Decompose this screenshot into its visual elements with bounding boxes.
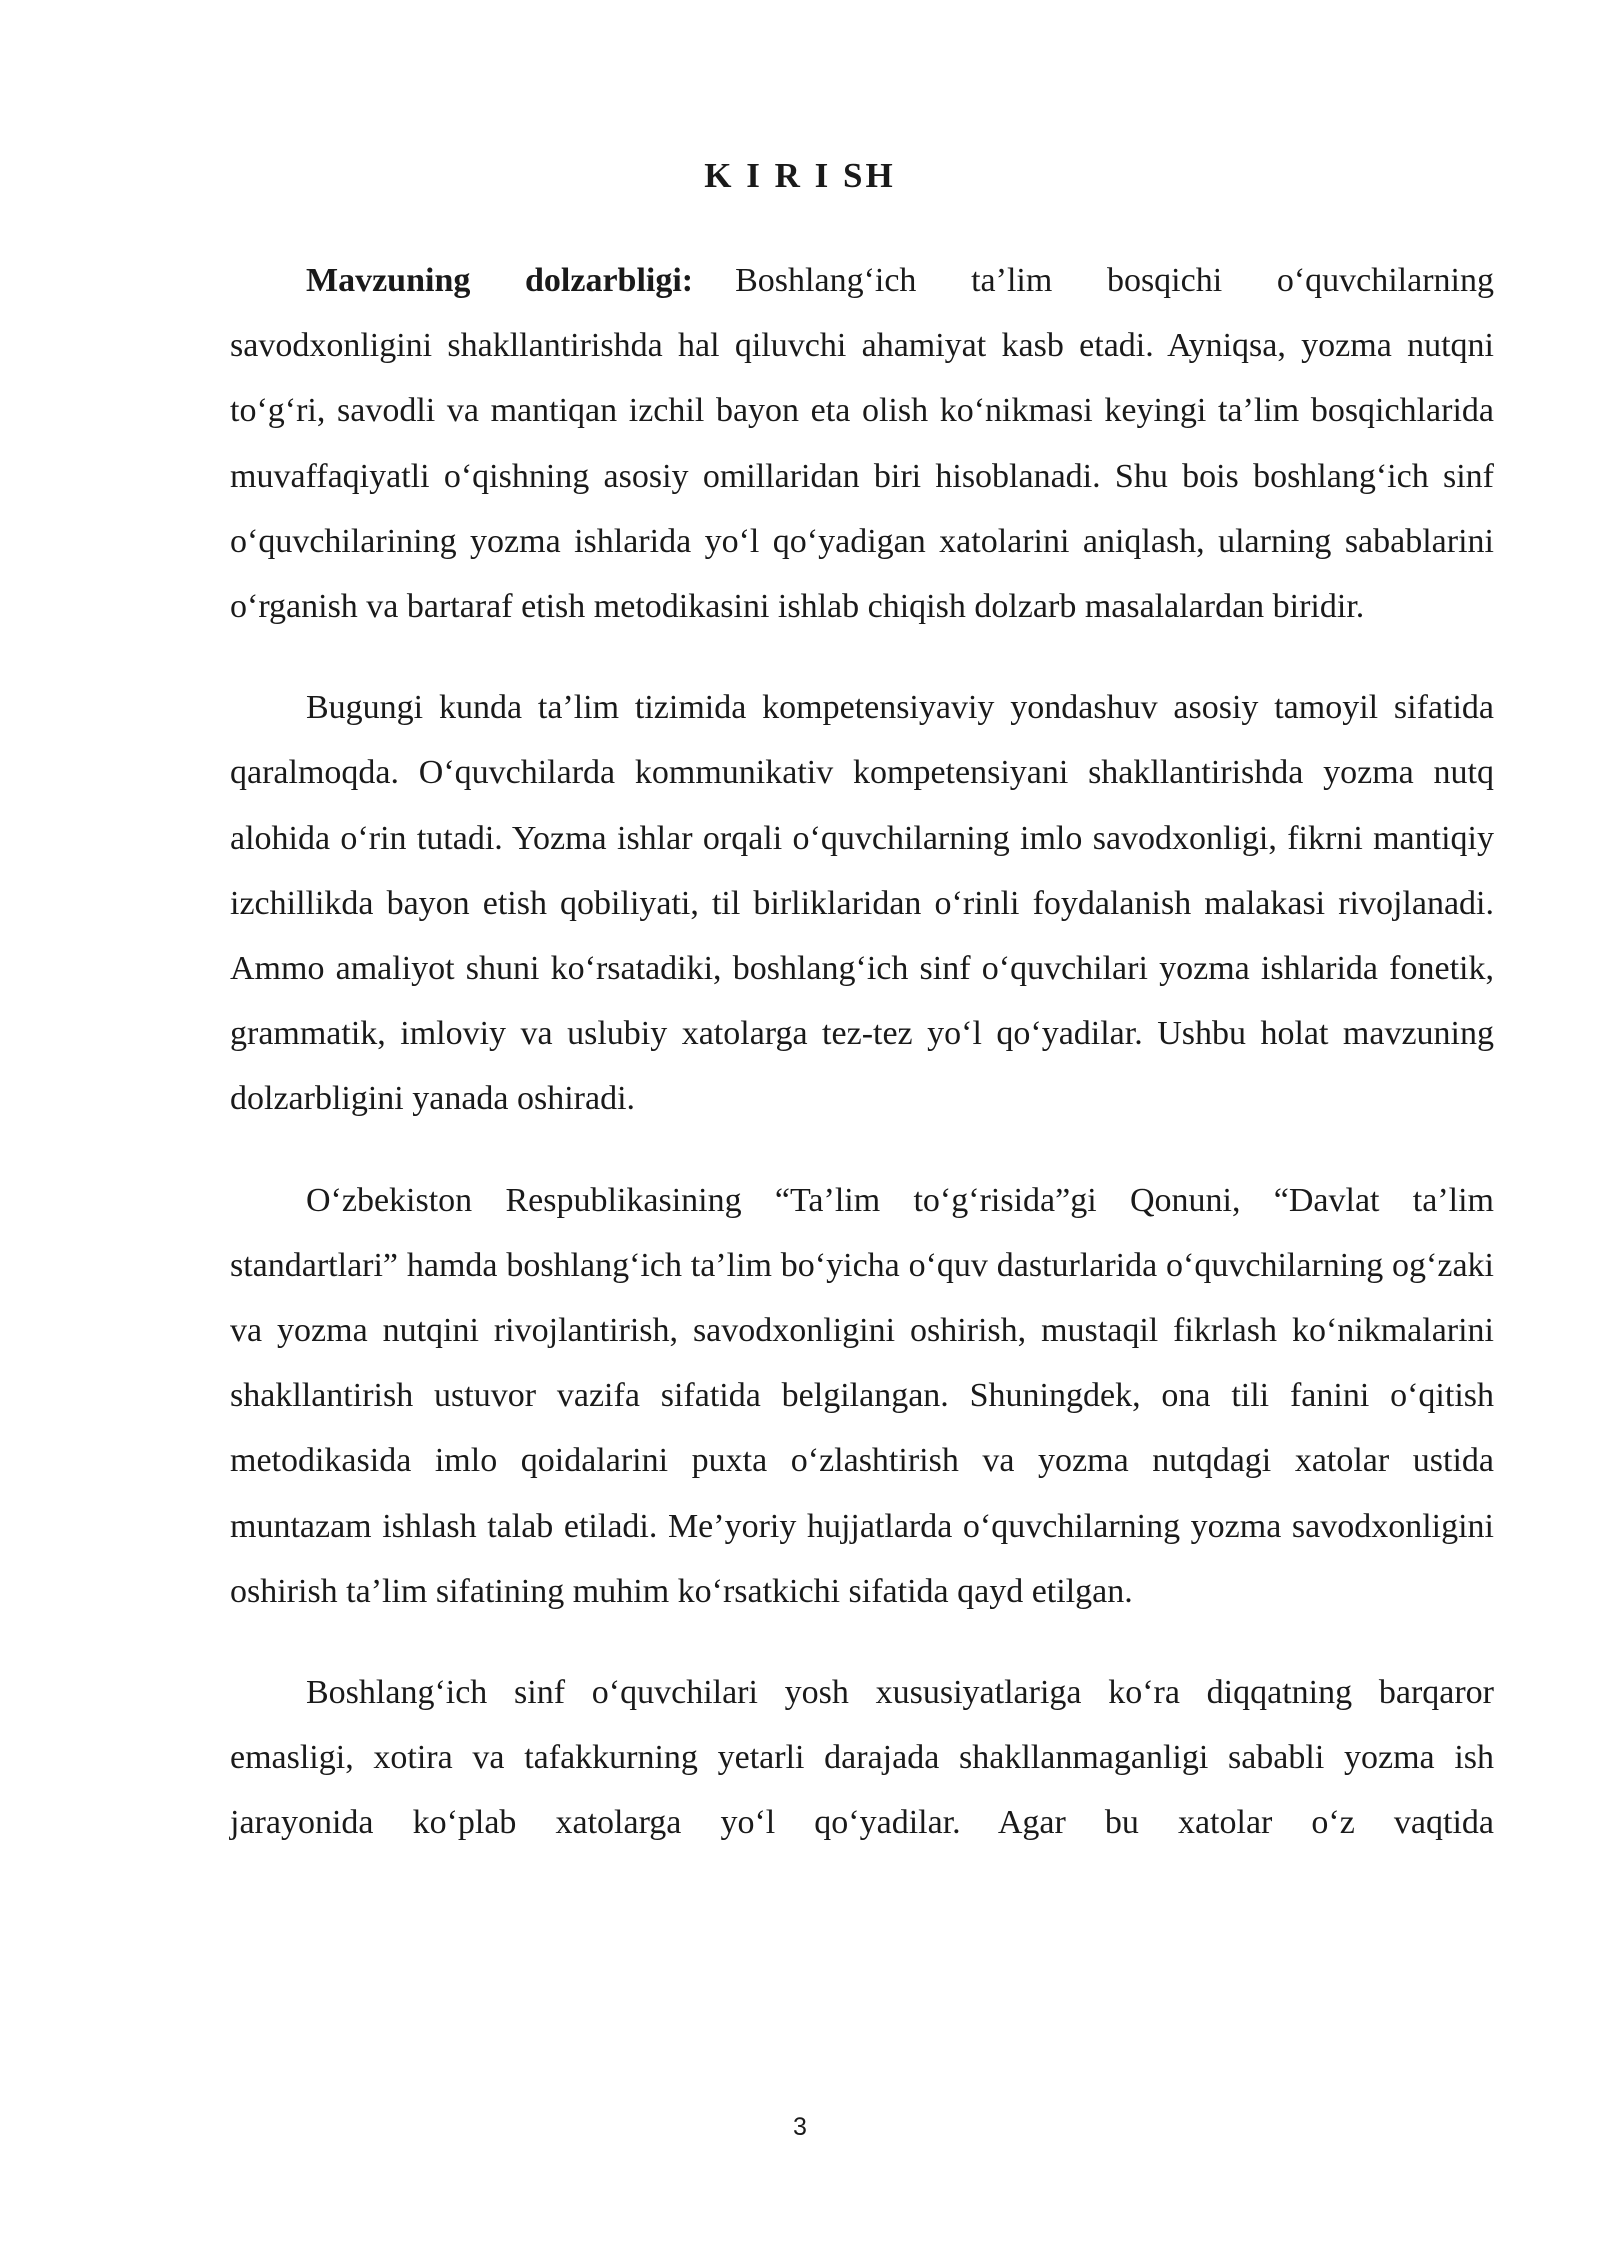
document-body: [230, 248, 1494, 1856]
paragraph-competency: [230, 675, 1494, 1131]
page-number: 3: [793, 2113, 807, 2141]
section-title: K I R I SH: [704, 156, 896, 195]
paragraph-age-features: [230, 1660, 1494, 1856]
paragraph-text: Boshlang‘ich ta’lim bosqichi o‘quvchilarning savodxonligini shakllantirishda hal qiluvchi ahamiyat kasb etadi. Ayniqsa, yozma nutqni to‘g‘ri, savodli va mantiqan izchil bayon eta olish ko‘nikmasi keyingi ta’lim bosqichlarida muvaffaqiyatli o‘qishning asosiy omillaridan biri hisoblanadi. Shu bois boshlang‘ich sinf o‘quvchilarining yozma ishlarida yo‘l qo‘yadigan xatolarini aniqlash, ularning sabablarini o‘rganish va bartaraf etish metodikasini ishlab chiqish dolzarb masalalardan biridir.: [230, 262, 1494, 626]
paragraph-text: O‘zbekiston Respublikasining “Ta’lim to‘g‘risida”gi Qonuni, “Davlat ta’lim standartlari” hamda boshlang‘ich ta’lim bo‘yicha o‘quv dasturlarida o‘quvchilarning og‘zaki va yozma nutqini rivojlantirish, savodxonligini oshirish, mustaqil fikrlash ko‘nikmalarini shakllantirish ustuvor vazifa sifatida belgilangan. Shuningdek, ona tili fanini o‘qitish metodikasida imlo qoidalarini puxta o‘zlashtirish va yozma nutqdagi xatolar ustida muntazam ishlash talab etiladi. Me’yoriy hujjatlarda o‘quvchilarning yozma savodxonligini oshirish ta’lim sifatining muhim ko‘rsatkichi sifatida qayd etilgan.: [230, 1181, 1494, 1610]
paragraph-text: Boshlang‘ich sinf o‘quvchilari yosh xususiyatlariga ko‘ra diqqatning barqaror emasligi, xotira va tafakkurning yetarli darajada shakllanmaganligi sababli yozma ish jarayonida ko‘plab xatolarga yo‘l qo‘yadilar. Agar bu xatolar o‘z vaqtida: [230, 1674, 1494, 1842]
paragraph-regulations: [230, 1168, 1494, 1624]
paragraph-text: Bugungi kunda ta’lim tizimida kompetensiyaviy yondashuv asosiy tamoyil sifatida qaralmoqda. O‘quvchilarda kommunikativ kompetensiyani shakllantirishda yozma nutq alohida o‘rin tutadi. Yozma ishlar orqali o‘quvchilarning imlo savodxonligi, fikrni mantiqiy izchillikda bayon etish qobiliyati, til birliklaridan o‘rinli foydalanish malakasi rivojlanadi. Ammo amaliyot shuni ko‘rsatadiki, boshlang‘ich sinf o‘quvchilari yozma ishlarida fonetik, grammatik, imloviy va uslubiy xatolarga tez-tez yo‘l qo‘yadilar. Ushbu holat mavzuning dolzarbligini yanada oshiradi.: [230, 689, 1494, 1118]
paragraph-lead: Mavzuning dolzarbligi:: [306, 262, 694, 299]
paragraph-relevance: [230, 248, 1494, 639]
